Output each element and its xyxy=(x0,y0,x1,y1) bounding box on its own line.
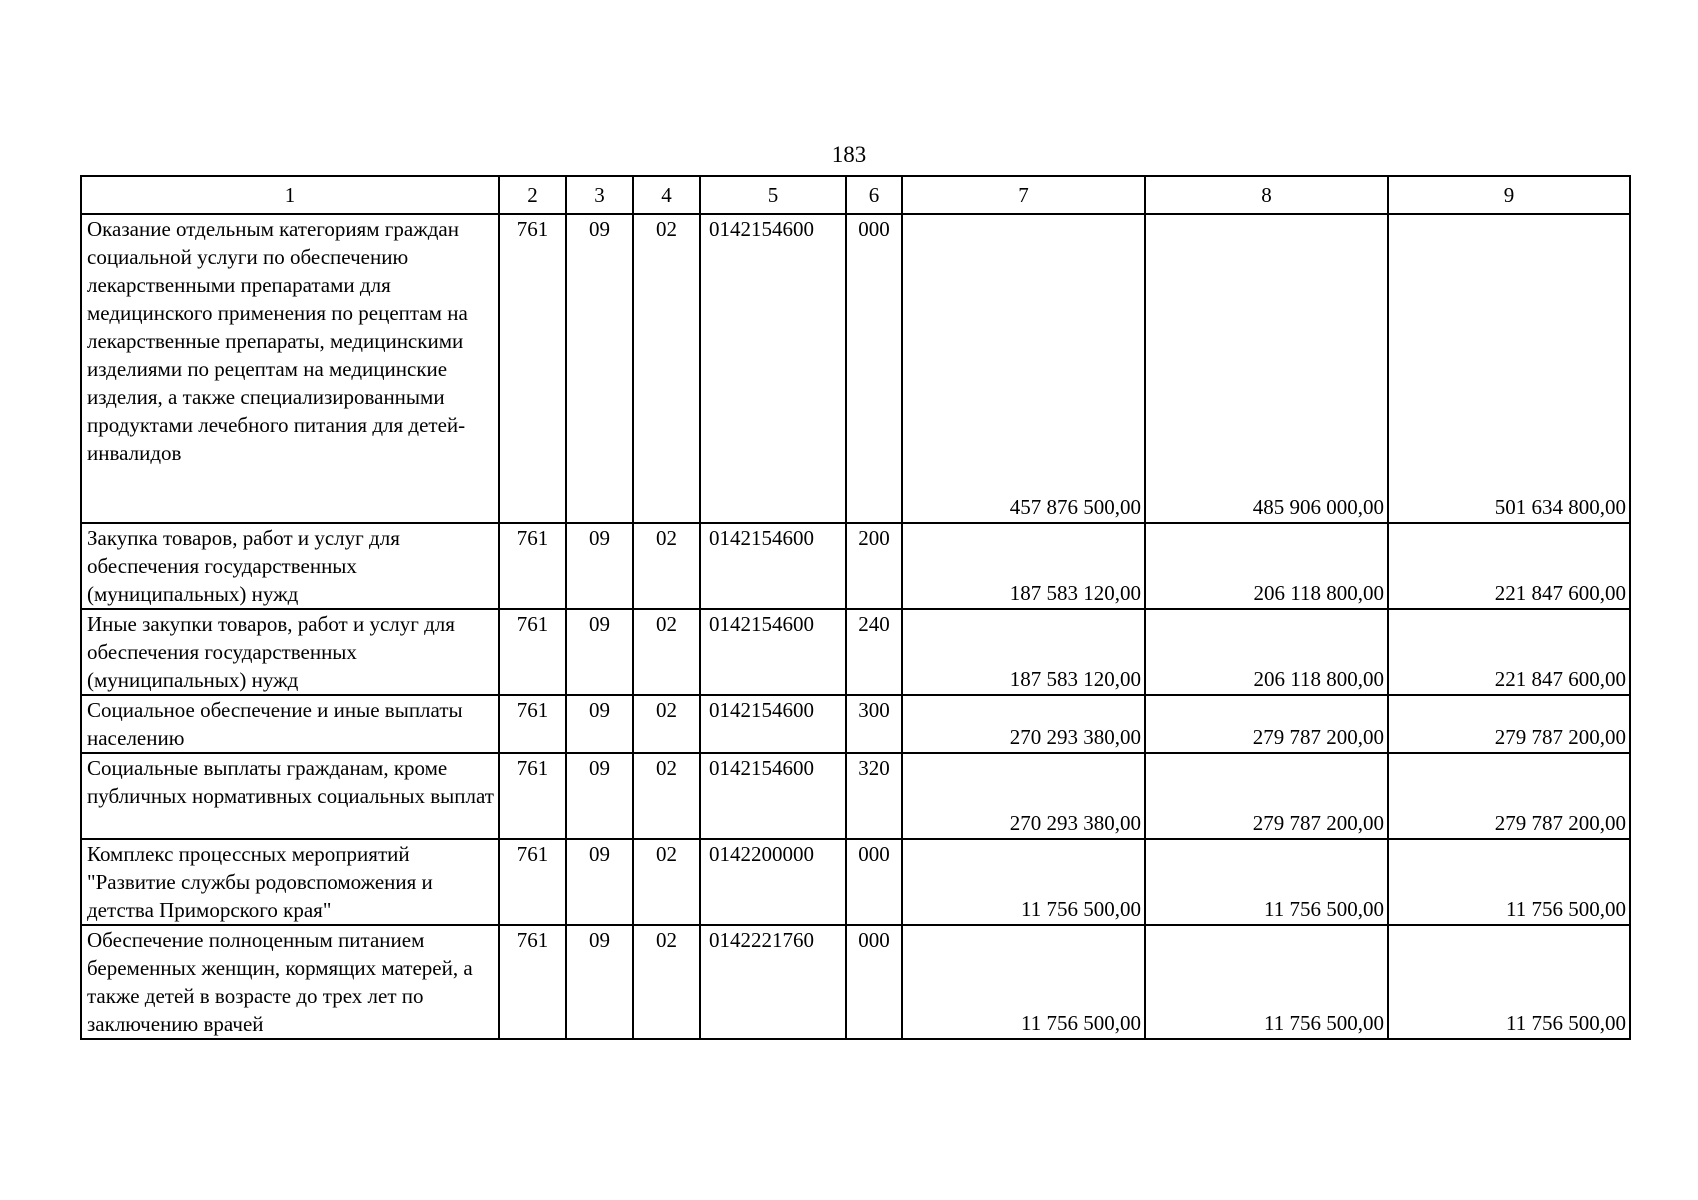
amount-cell: 279 787 200,00 xyxy=(1145,753,1388,839)
amount-cell: 187 583 120,00 xyxy=(902,523,1145,609)
amount-cell: 206 118 800,00 xyxy=(1145,609,1388,695)
code-cell: 0142154600 xyxy=(700,753,846,839)
code-cell: 02 xyxy=(633,753,700,839)
header-row xyxy=(81,176,1630,214)
code-cell: 761 xyxy=(499,214,566,523)
amount-cell: 11 756 500,00 xyxy=(1145,925,1388,1039)
amount-cell: 279 787 200,00 xyxy=(1388,695,1630,753)
code-cell: 761 xyxy=(499,925,566,1039)
code-cell: 0142154600 xyxy=(700,214,846,523)
amount-cell: 221 847 600,00 xyxy=(1388,609,1630,695)
code-cell: 02 xyxy=(633,214,700,523)
code-cell: 0142200000 xyxy=(700,839,846,925)
code-cell: 09 xyxy=(566,753,633,839)
amount-cell: 11 756 500,00 xyxy=(1145,839,1388,925)
code-cell: 02 xyxy=(633,609,700,695)
row-name-cell: Иные закупки товаров, работ и услуг для обеспечения государственных (муниципальных) нужд xyxy=(81,609,499,695)
amount-cell: 279 787 200,00 xyxy=(1145,695,1388,753)
code-cell: 200 xyxy=(846,523,902,609)
code-cell: 09 xyxy=(566,523,633,609)
row-name-cell: Социальное обеспечение и иные выплаты населению xyxy=(81,695,499,753)
code-cell: 761 xyxy=(499,839,566,925)
amount-cell: 485 906 000,00 xyxy=(1145,214,1388,523)
page-number: 183 xyxy=(831,142,867,167)
amount-cell: 11 756 500,00 xyxy=(902,925,1145,1039)
budget-table xyxy=(80,175,1631,1040)
amount-cell: 221 847 600,00 xyxy=(1388,523,1630,609)
amount-cell: 279 787 200,00 xyxy=(1388,753,1630,839)
code-cell: 02 xyxy=(633,925,700,1039)
table-row xyxy=(81,695,1630,753)
code-cell: 0142154600 xyxy=(700,609,846,695)
table-row xyxy=(81,925,1630,1039)
code-cell: 0142154600 xyxy=(700,523,846,609)
code-cell: 09 xyxy=(566,609,633,695)
code-cell: 0142154600 xyxy=(700,695,846,753)
table-row xyxy=(81,839,1630,925)
amount-cell: 11 756 500,00 xyxy=(1388,925,1630,1039)
code-cell: 320 xyxy=(846,753,902,839)
amount-cell: 11 756 500,00 xyxy=(902,839,1145,925)
code-cell: 000 xyxy=(846,839,902,925)
code-cell: 09 xyxy=(566,214,633,523)
column-header: 3 xyxy=(566,176,633,214)
code-cell: 09 xyxy=(566,839,633,925)
amount-cell: 501 634 800,00 xyxy=(1388,214,1630,523)
row-name-cell: Социальные выплаты гражданам, кроме публичных нормативных социальных выплат xyxy=(81,753,499,839)
code-cell: 000 xyxy=(846,925,902,1039)
column-header: 1 xyxy=(81,176,499,214)
amount-cell: 457 876 500,00 xyxy=(902,214,1145,523)
code-cell: 02 xyxy=(633,839,700,925)
amount-cell: 11 756 500,00 xyxy=(1388,839,1630,925)
column-header: 9 xyxy=(1388,176,1630,214)
code-cell: 000 xyxy=(846,214,902,523)
code-cell: 761 xyxy=(499,753,566,839)
column-header: 5 xyxy=(700,176,846,214)
amount-cell: 270 293 380,00 xyxy=(902,695,1145,753)
column-header: 4 xyxy=(633,176,700,214)
column-header: 7 xyxy=(902,176,1145,214)
row-name-cell: Оказание отдельным категориям граждан социальной услуги по обеспечению лекарственными препаратами для медицинского применения по рецептам на лекарственные препараты, медицинскими изделиями по рецептам на медицинские изделия, а также специализированными продуктами лечебного питания для детей-инвалидов xyxy=(81,214,499,523)
amount-cell: 187 583 120,00 xyxy=(902,609,1145,695)
column-header: 2 xyxy=(499,176,566,214)
table-row xyxy=(81,609,1630,695)
column-header: 6 xyxy=(846,176,902,214)
column-header: 8 xyxy=(1145,176,1388,214)
code-cell: 761 xyxy=(499,695,566,753)
row-name-cell: Комплекс процессных мероприятий "Развитие службы родовспоможения и детства Приморского края" xyxy=(81,839,499,925)
row-name-cell: Обеспечение полноценным питанием беременных женщин, кормящих матерей, а также детей в возрасте до трех лет по заключению врачей xyxy=(81,925,499,1039)
code-cell: 0142221760 xyxy=(700,925,846,1039)
code-cell: 09 xyxy=(566,695,633,753)
code-cell: 761 xyxy=(499,523,566,609)
amount-cell: 206 118 800,00 xyxy=(1145,523,1388,609)
table-row xyxy=(81,753,1630,839)
table-row xyxy=(81,523,1630,609)
code-cell: 240 xyxy=(846,609,902,695)
code-cell: 09 xyxy=(566,925,633,1039)
table-row xyxy=(81,214,1630,523)
amount-cell: 270 293 380,00 xyxy=(902,753,1145,839)
code-cell: 02 xyxy=(633,523,700,609)
code-cell: 761 xyxy=(499,609,566,695)
row-name-cell: Закупка товаров, работ и услуг для обеспечения государственных (муниципальных) нужд xyxy=(81,523,499,609)
code-cell: 300 xyxy=(846,695,902,753)
code-cell: 02 xyxy=(633,695,700,753)
